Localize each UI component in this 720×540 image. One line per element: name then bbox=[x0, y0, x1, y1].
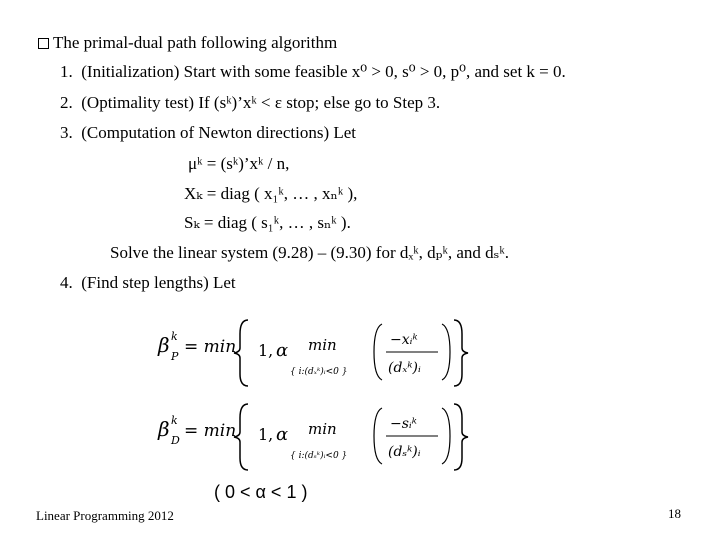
checkbox-bullet-icon bbox=[38, 38, 49, 49]
left-paren bbox=[374, 324, 382, 380]
step-4 bbox=[60, 273, 236, 293]
beta-sup: k bbox=[171, 330, 178, 343]
fraction-denominator: (dₛᵏ)ᵢ bbox=[388, 444, 421, 460]
x-matrix-definition: Xₖ = diag ( x₁ᵏ, … , xₙᵏ ), bbox=[184, 184, 358, 203]
step-4-text: (Find step lengths) Let bbox=[81, 273, 236, 292]
beta-sub: P bbox=[171, 350, 179, 363]
left-brace bbox=[234, 320, 248, 386]
step-2 bbox=[60, 93, 440, 113]
beta-sub: D bbox=[171, 434, 180, 447]
left-paren bbox=[374, 408, 382, 464]
fraction-denominator: (dₓᵏ)ᵢ bbox=[388, 360, 421, 376]
right-brace bbox=[454, 320, 468, 386]
alpha-condition: ( 0 < α < 1 ) bbox=[214, 482, 308, 502]
page-number: 18 bbox=[668, 506, 681, 521]
one-comma: 1, bbox=[258, 341, 274, 360]
min-condition: { i:(dₛᵏ)ᵢ<0 } bbox=[290, 451, 348, 461]
left-brace bbox=[234, 404, 248, 470]
step-1-text: (Initialization) Start with some feasible x⁰ > 0, s⁰ > 0, p⁰, and set k = 0. bbox=[81, 62, 566, 81]
fraction-numerator: −sᵢᵏ bbox=[390, 416, 417, 432]
right-paren bbox=[442, 408, 450, 464]
min-condition: { i:(dₓᵏ)ᵢ<0 } bbox=[290, 367, 348, 377]
right-paren bbox=[442, 324, 450, 380]
beta-d-formula bbox=[150, 396, 470, 476]
step-1-number: 1. bbox=[60, 62, 73, 81]
s-matrix-definition: Sₖ = diag ( s₁ᵏ, … , sₙᵏ ). bbox=[184, 213, 351, 232]
step-3 bbox=[60, 123, 356, 143]
min-label: min bbox=[308, 336, 337, 354]
step-4-number: 4. bbox=[60, 273, 73, 292]
step-2-number: 2. bbox=[60, 93, 73, 112]
step-3-text: (Computation of Newton directions) Let bbox=[81, 123, 357, 142]
step-2-text: (Optimality test) If (sᵏ)’xᵏ < ε stop; else go to Step 3. bbox=[81, 93, 441, 112]
one-comma: 1, bbox=[258, 425, 274, 444]
footer-course: Linear Programming 2012 bbox=[36, 508, 174, 523]
alpha-symbol: α bbox=[276, 424, 289, 445]
mu-definition: μᵏ = (sᵏ)’xᵏ / n, bbox=[188, 154, 290, 173]
solve-linear-system: Solve the linear system (9.28) – (9.30) for dₓᵏ, dₚᵏ, and dₛᵏ. bbox=[110, 243, 509, 262]
beta-symbol: β bbox=[158, 333, 170, 357]
beta-symbol: β bbox=[158, 417, 170, 441]
beta-p-formula bbox=[150, 312, 470, 392]
equals-min: = min bbox=[184, 421, 237, 441]
step-3-number: 3. bbox=[60, 123, 73, 142]
slide-title bbox=[38, 33, 337, 53]
alpha-symbol: α bbox=[276, 340, 289, 361]
min-label: min bbox=[308, 420, 337, 438]
right-brace bbox=[454, 404, 468, 470]
beta-sup: k bbox=[171, 414, 178, 427]
step-1 bbox=[60, 62, 566, 82]
equals-min: = min bbox=[184, 337, 237, 357]
fraction-numerator: −xᵢᵏ bbox=[390, 332, 418, 348]
title-text: The primal-dual path following algorithm bbox=[53, 33, 338, 52]
